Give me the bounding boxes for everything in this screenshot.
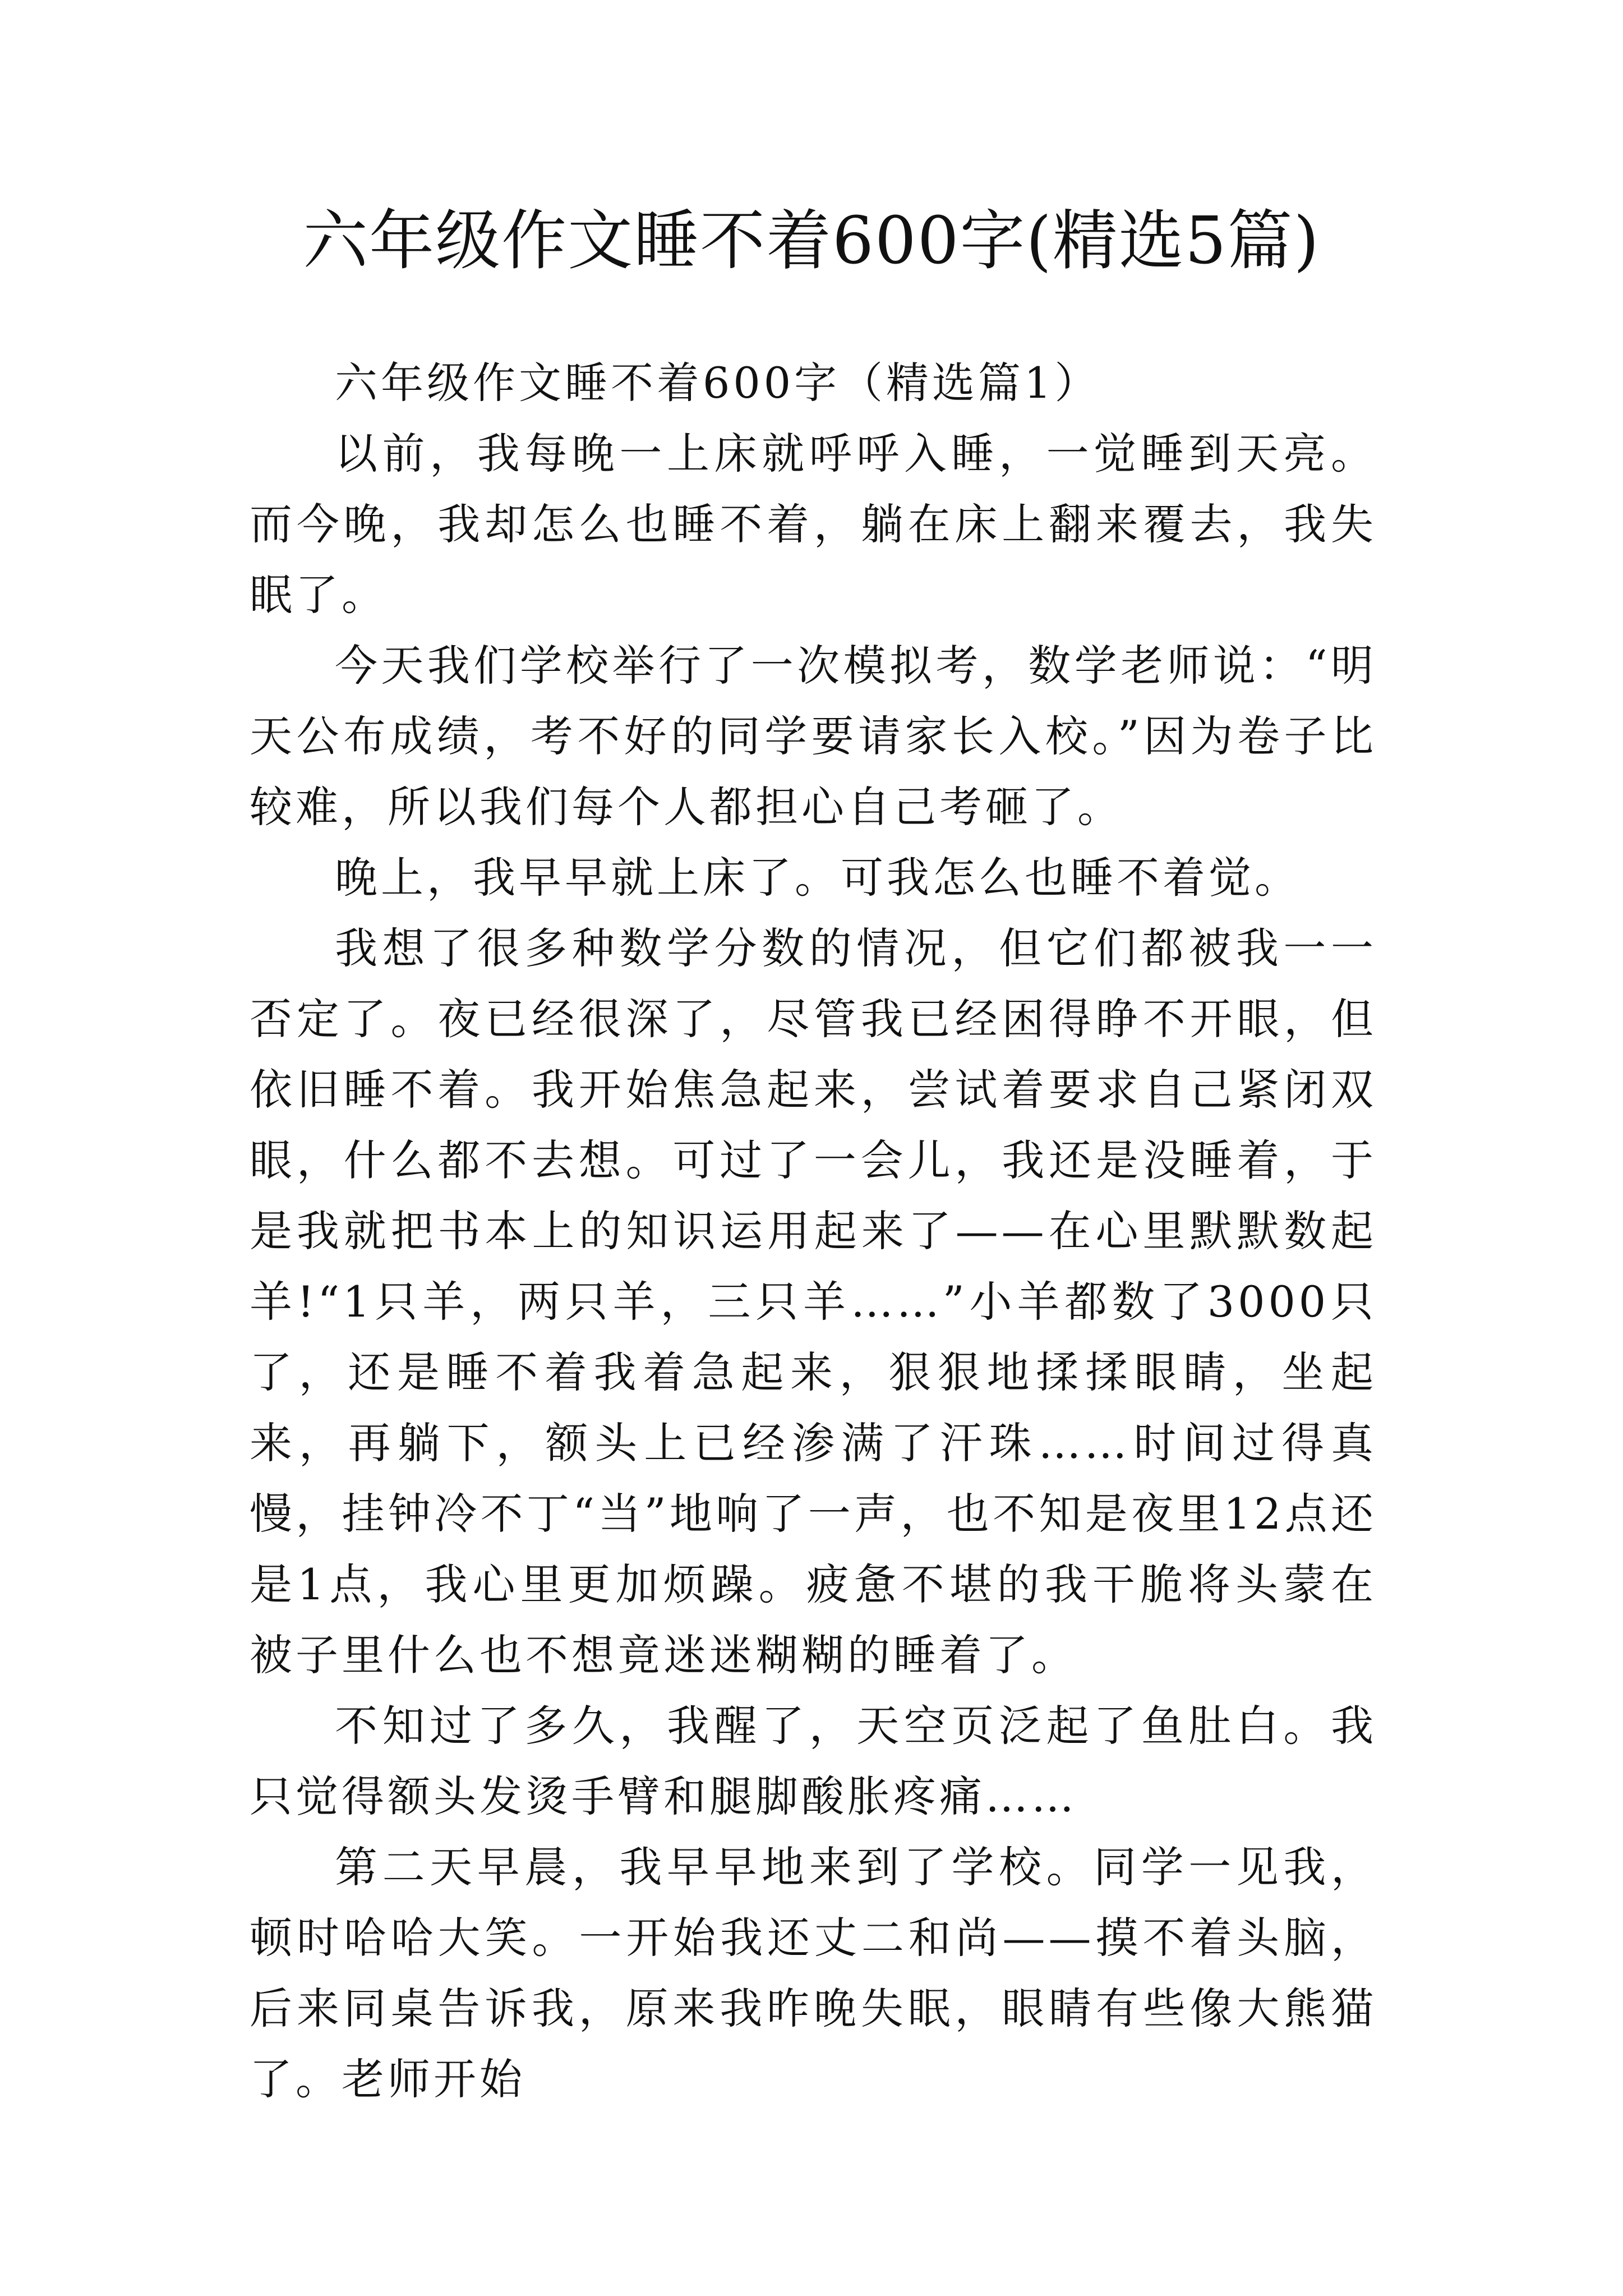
paragraph-4: 我想了很多种数学分数的情况，但它们都被我一一否定了。夜已经很深了，尽管我已经困得睁不开眼，但依旧睡不着。我开始焦急起来，尝试着要求自己紧闭双眼，什么都不去想。可过了一会儿，我还是没睡着，于是我就把书本上的知识运用起来了——在心里默默数起羊!“1只羊，两只羊，三只羊……”小羊都数了3000只了，还是睡不着我着急起来，狠狠地揉揉眼睛，坐起来，再躺下，额头上已经渗满了汗珠……时间过得真慢，挂钟冷不丁“当”地响了一声，也不知是夜里12点还是1点，我心里更加烦躁。疲惫不堪的我干脆将头蒙在被子里什么也不想竟迷迷糊糊的睡着了。 <box>250 923 1377 1680</box>
document-title: 六年级作文睡不着600字(精选5篇) <box>303 203 1320 279</box>
paragraph-5: 不知过了多久，我醒了，天空页泛起了鱼肚白。我只觉得额头发烫手臂和腿脚酸胀疼痛…… <box>250 1701 1377 1821</box>
paragraph-3: 晚上，我早早就上床了。可我怎么也睡不着觉。 <box>335 853 1301 903</box>
paragraph-6: 第二天早晨，我早早地来到了学校。同学一见我，顿时哈哈大笑。一开始我还丈二和尚——摸不着头脑，后来同桌告诉我，原来我昨晚失眠，眼睛有些像大熊猫了。老师开始 <box>250 1842 1377 2104</box>
paragraph-1: 以前，我每晚一上床就呼呼入睡，一觉睡到天亮。而今晚，我却怎么也睡不着，躺在床上翻来覆去，我失眠了。 <box>250 429 1377 620</box>
paragraph-2: 今天我们学校举行了一次模拟考，数学老师说：“明天公布成绩，考不好的同学要请家长入校。”因为卷子比较难，所以我们每个人都担心自己考砸了。 <box>250 641 1377 832</box>
essay-subheading: 六年级作文睡不着600字（精选篇1） <box>335 358 1101 408</box>
document-body <box>250 348 1377 2115</box>
